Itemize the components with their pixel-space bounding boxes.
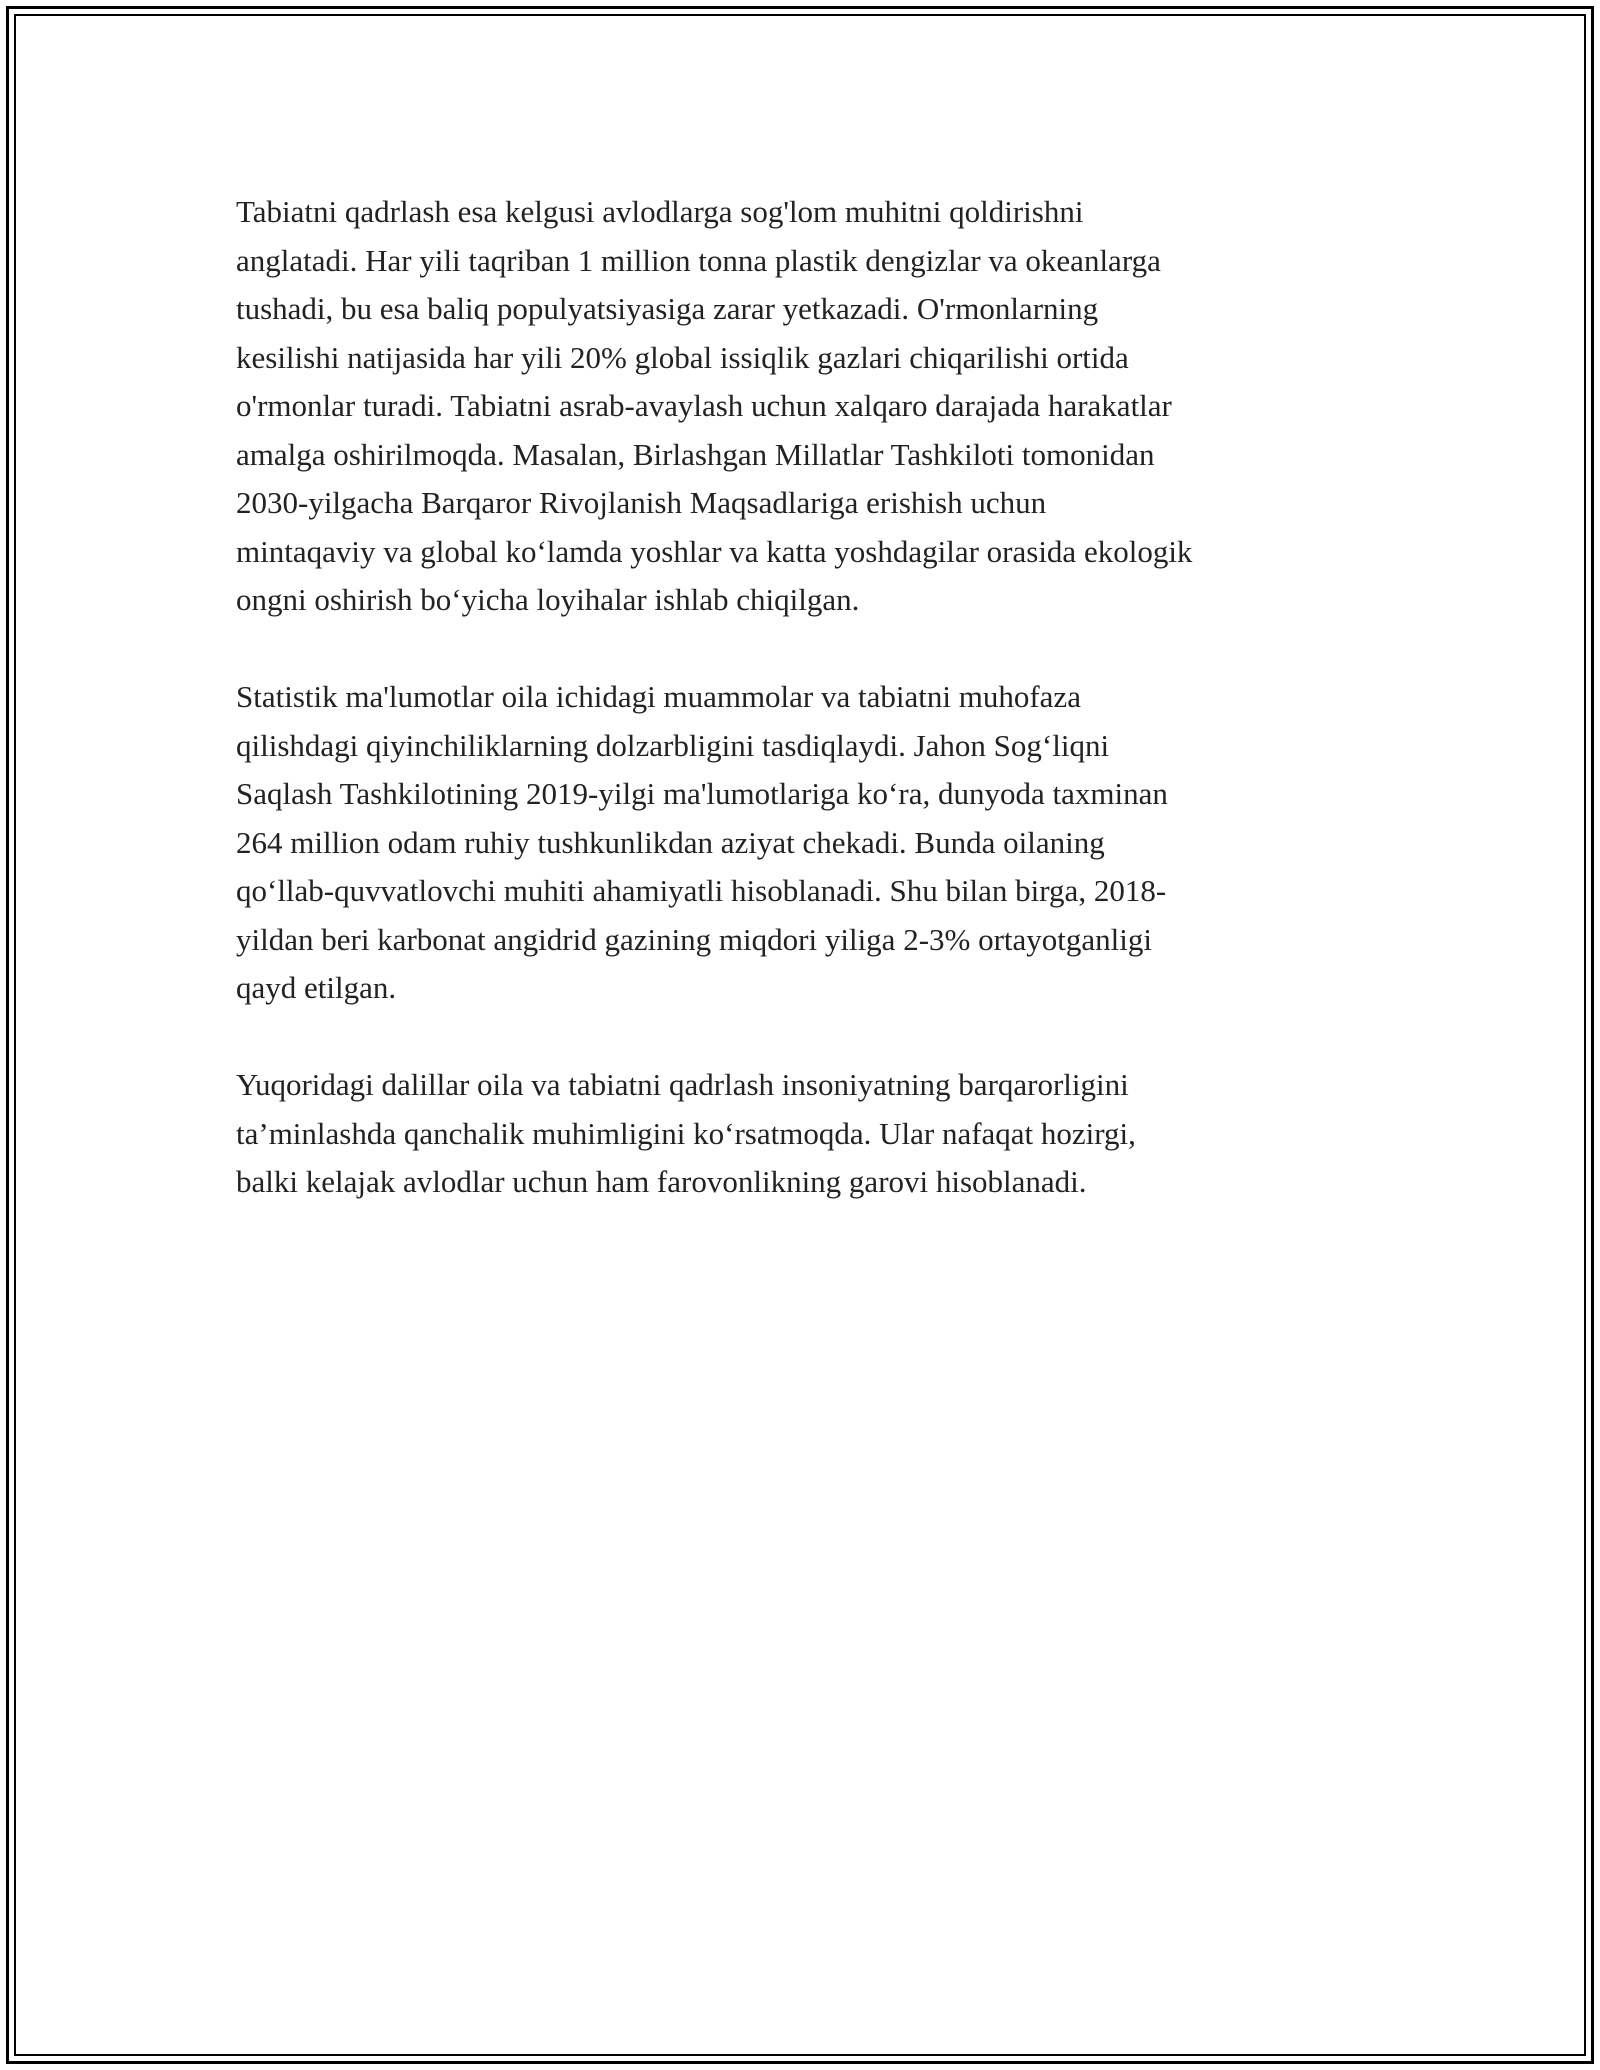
text-line: 264 million odam ruhiy tushkunlikdan aziyat chekadi. Bunda oilaning [236, 824, 1105, 860]
text-line: kesilishi natijasida har yili 20% global issiqlik gazlari chiqarilishi ortida [236, 339, 1129, 375]
text-line: qayd etilgan. [236, 970, 397, 1005]
text-line: mintaqaviy va global ko‘lamda yoshlar va katta yoshdagilar orasida ekologik [236, 533, 1193, 569]
text-line: o'rmonlar turadi. Tabiatni asrab-avaylash uchun xalqaro darajada harakatlar [236, 388, 1172, 423]
text-line: tushadi, bu esa baliq populyatsiyasiga zarar yetkazadi. O'rmonlarning [236, 291, 1099, 326]
text-line: amalga oshirilmoqda. Masalan, Birlashgan Millatlar Tashkiloti tomonidan [236, 436, 1155, 472]
text-line: balki kelajak avlodlar uchun ham farovonlikning garovi hisoblanadi. [236, 1164, 1087, 1199]
paragraph-3 [236, 1061, 1376, 1207]
text-line: Statistik ma'lumotlar oila ichidagi muammolar va tabiatni muhofaza [236, 679, 1081, 714]
text-line: ta’minlashda qanchalik muhimligini ko‘rsatmoqda. Ular nafaqat hozirgi, [236, 1115, 1136, 1151]
text-line: yildan beri karbonat angidrid gazining miqdori yiliga 2-3% ortayotganligi [236, 921, 1152, 957]
text-line: 2030-yilgacha Barqaror Rivojlanish Maqsadlariga erishish uchun [236, 485, 1047, 520]
text-line: Saqlash Tashkilotining 2019-yilgi ma'lumotlariga ko‘ra, dunyoda taxminan [236, 776, 1168, 811]
text-line: qo‘llab-quvvatlovchi muhiti ahamiyatli hisoblanadi. Shu bilan birga, 2018- [236, 873, 1167, 908]
text-line: anglatadi. Har yili taqriban 1 million tonna plastik dengizlar va okeanlarga [236, 242, 1161, 278]
text-line: Yuqoridagi dalillar oila va tabiatni qadrlash insoniyatning barqarorligini [236, 1067, 1129, 1102]
paragraph-1 [236, 188, 1376, 625]
paragraph-2 [236, 673, 1376, 1013]
text-line: qilishdagi qiyinchiliklarning dolzarbligini tasdiqlaydi. Jahon Sog‘liqni [236, 727, 1110, 763]
text-line: Tabiatni qadrlash esa kelgusi avlodlarga sog'lom muhitni qoldirishni [236, 194, 1084, 229]
document-body [236, 188, 1376, 1255]
text-line: ongni oshirish bo‘yicha loyihalar ishlab chiqilgan. [236, 582, 860, 617]
